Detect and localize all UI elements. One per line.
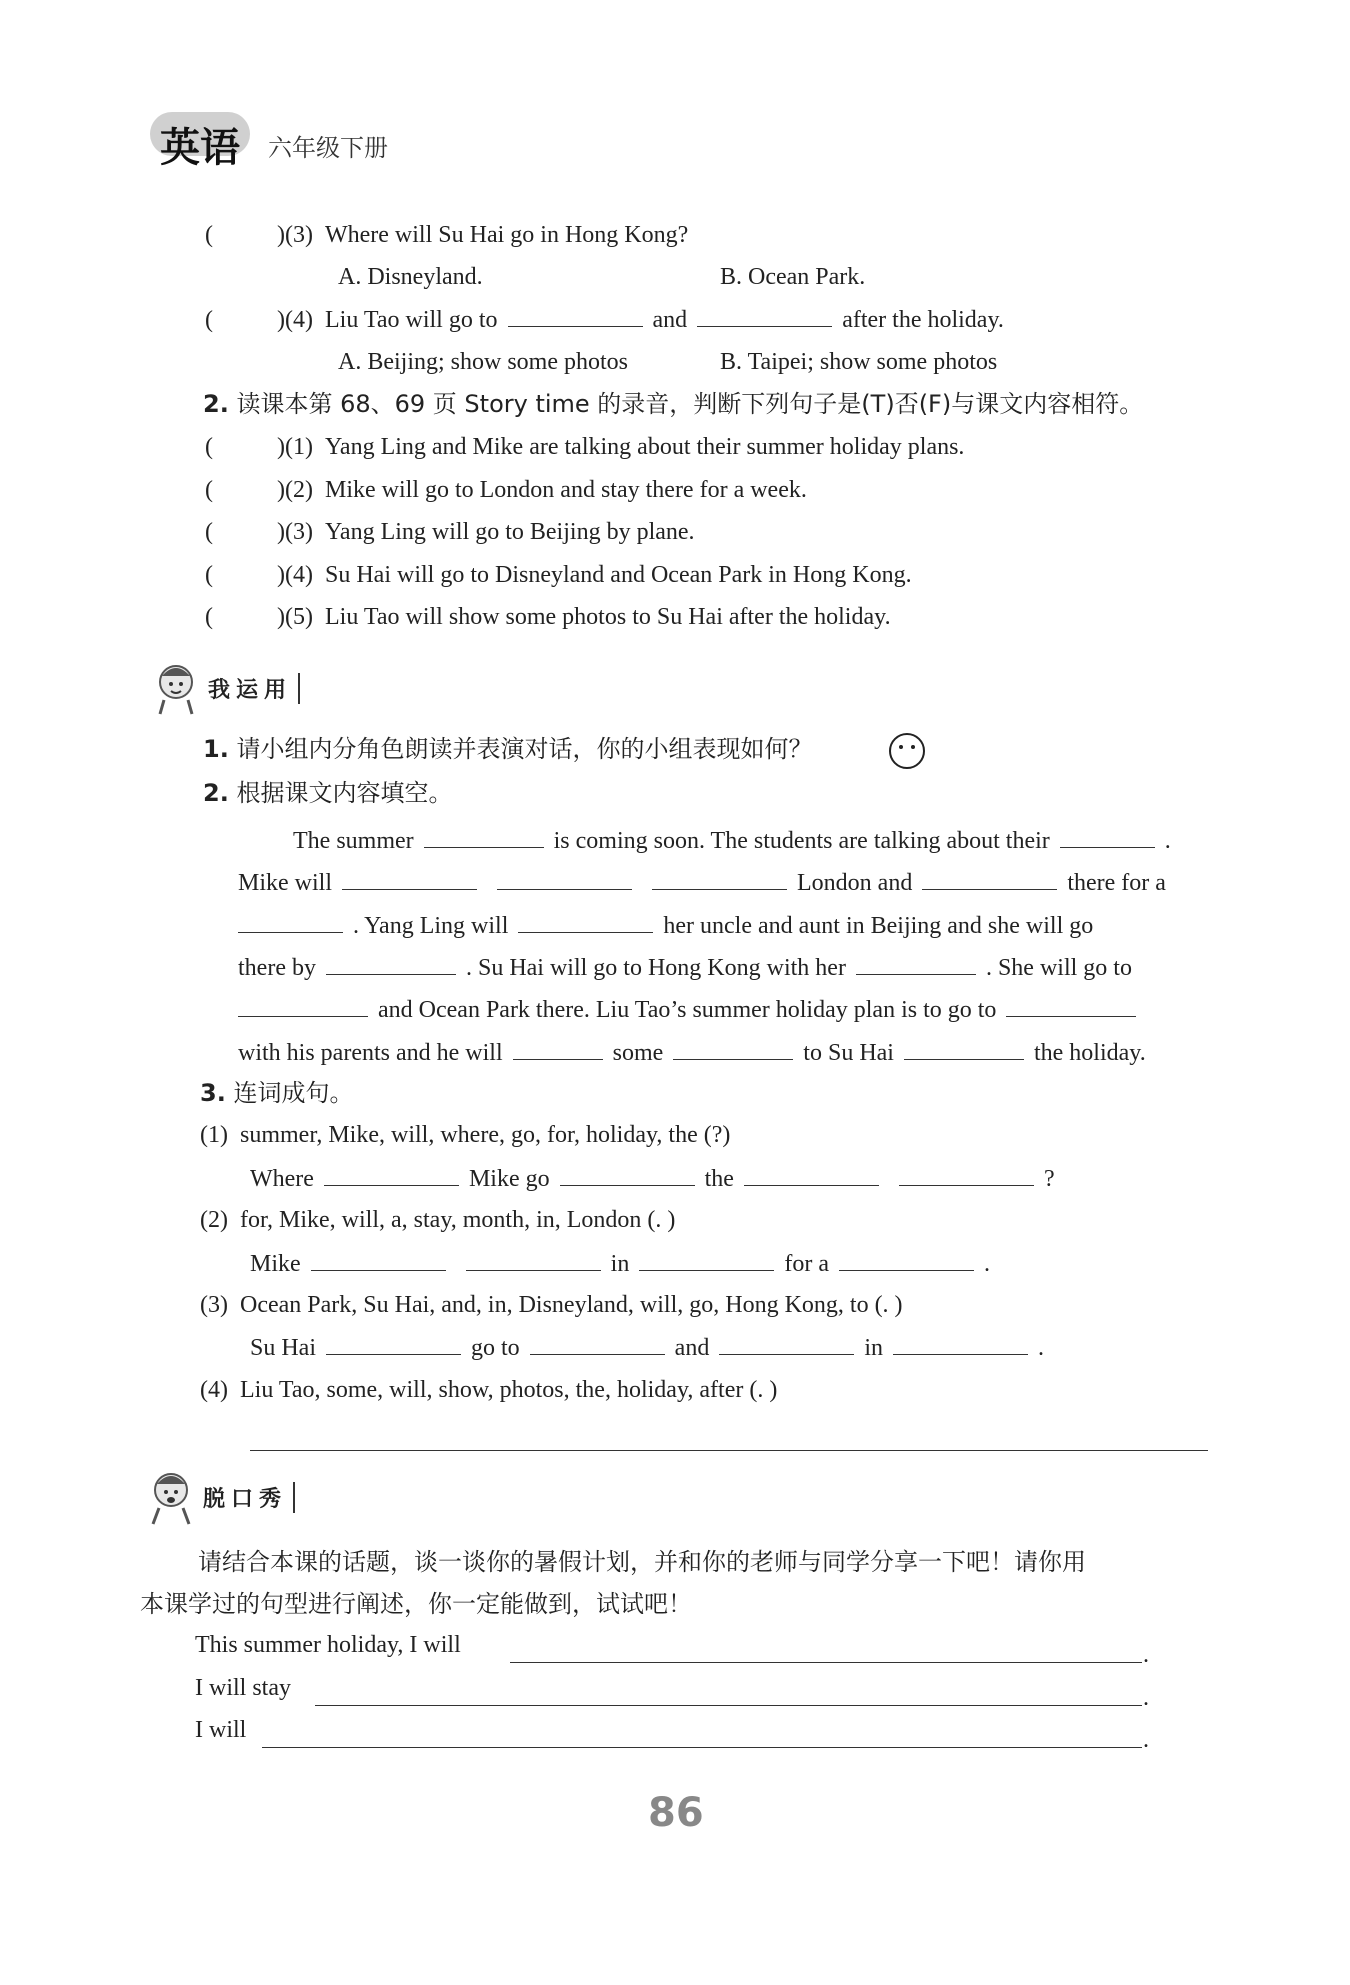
blank[interactable]	[497, 867, 632, 890]
blank[interactable]	[1060, 825, 1155, 848]
use3-s2-words: (2) for, Mike, will, a, stay, month, in, London (. )	[200, 1207, 676, 1233]
q1-item3-optA: A. Disneyland.	[338, 264, 483, 290]
q1-item4-optB: B. Taipei; show some photos	[720, 349, 998, 375]
blank[interactable]	[324, 1163, 459, 1186]
blank[interactable]	[326, 1332, 461, 1355]
q2-item: ( )(1) Yang Ling and Mike are talking about their summer holiday plans.	[205, 434, 965, 460]
answer-line[interactable]	[315, 1705, 1142, 1706]
mascot-icon	[145, 1468, 195, 1526]
q2-item: ( )(5) Liu Tao will show some photos to Su Hai after the holiday.	[205, 604, 891, 630]
blank[interactable]	[508, 304, 643, 327]
use2-line3: . Yang Ling will her uncle and aunt in Beijing and she will go	[238, 910, 1093, 941]
q2-item: ( )(4) Su Hai will go to Disneyland and Ocean Park in Hong Kong.	[205, 562, 912, 588]
answer-line[interactable]	[510, 1662, 1142, 1663]
use3-heading: 3. 连词成句。	[200, 1079, 354, 1107]
blank[interactable]	[639, 1248, 774, 1271]
period: .	[1143, 1685, 1149, 1711]
q2-heading: 2. 读课本第 68、69 页 Story time 的录音，判断下列句子是(T)否(F)与课文内容相符。	[203, 390, 1144, 418]
mascot-icon	[150, 660, 200, 716]
header-subject: 英语	[160, 125, 240, 171]
q1-item4-line: ( )(4) Liu Tao will go to and after the holiday.	[205, 304, 1004, 335]
blank[interactable]	[560, 1163, 695, 1186]
talk-instruction-2: 本课学过的句型进行阐述，你一定能做到，试试吧！	[140, 1590, 692, 1618]
answer-line[interactable]	[262, 1747, 1142, 1748]
period: .	[1143, 1727, 1149, 1753]
use2-line6: with his parents and he will some to Su Hai the holiday.	[238, 1037, 1146, 1068]
q1-item3-optB: B. Ocean Park.	[720, 264, 866, 290]
q2-item: ( )(2) Mike will go to London and stay there for a week.	[205, 477, 807, 503]
use3-s1-words: (1) summer, Mike, will, where, go, for, holiday, the (?)	[200, 1122, 731, 1148]
page-number: 86	[648, 1790, 704, 1836]
blank[interactable]	[424, 825, 544, 848]
talk-prompt-1: This summer holiday, I will	[195, 1632, 461, 1658]
q1-item3-line: ( )(3) Where will Su Hai go in Hong Kong?	[205, 222, 689, 248]
use2-line5: and Ocean Park there. Liu Tao’s summer holiday plan is to go to	[238, 994, 1146, 1025]
blank[interactable]	[839, 1248, 974, 1271]
use2-line2: Mike will London and there for a	[238, 867, 1166, 898]
talk-instruction-1: 请结合本课的话题，谈一谈你的暑假计划，并和你的老师与同学分享一下吧！请你用	[198, 1548, 1086, 1576]
use2-line1: The summer is coming soon. The students are talking about their .	[293, 825, 1171, 856]
blank[interactable]	[513, 1037, 603, 1060]
q1-item4-optA: A. Beijing; show some photos	[338, 349, 629, 375]
use3-s4-words: (4) Liu Tao, some, will, show, photos, the, holiday, after (. )	[200, 1377, 778, 1403]
blank[interactable]	[922, 867, 1057, 890]
blank[interactable]	[893, 1332, 1028, 1355]
blank[interactable]	[342, 867, 477, 890]
q1-item3-text: Where will Su Hai go in Hong Kong?	[324, 222, 689, 248]
face-icon	[888, 732, 926, 770]
q2-item: ( )(3) Yang Ling will go to Beijing by plane.	[205, 519, 695, 545]
blank[interactable]	[652, 867, 787, 890]
talk-prompt-3: I will	[195, 1717, 247, 1743]
blank[interactable]	[518, 910, 653, 933]
blank[interactable]	[904, 1037, 1024, 1060]
use3-s1-answer: Where Mike go the ?	[250, 1163, 1055, 1194]
answer-line[interactable]	[250, 1450, 1208, 1451]
blank[interactable]	[326, 952, 456, 975]
use2-heading: 2. 根据课文内容填空。	[203, 779, 453, 807]
blank[interactable]	[466, 1248, 601, 1271]
blank[interactable]	[744, 1163, 879, 1186]
talk-prompt-2: I will stay	[195, 1675, 291, 1701]
use1-line: 1. 请小组内分角色朗读并表演对话，你的小组表现如何？	[203, 735, 813, 763]
section-talk-title: 脱口秀	[203, 1482, 295, 1513]
period: .	[1143, 1642, 1149, 1668]
use3-s2-answer: Mike in for a .	[250, 1248, 990, 1279]
section-talk	[145, 1468, 295, 1526]
blank[interactable]	[673, 1037, 793, 1060]
blank[interactable]	[1006, 994, 1136, 1017]
blank[interactable]	[856, 952, 976, 975]
blank[interactable]	[697, 304, 832, 327]
header-grade: 六年级下册	[268, 134, 388, 162]
blank[interactable]	[719, 1332, 854, 1355]
use3-s3-answer: Su Hai go to and in .	[250, 1332, 1044, 1363]
blank[interactable]	[899, 1163, 1034, 1186]
blank[interactable]	[238, 910, 343, 933]
blank[interactable]	[530, 1332, 665, 1355]
blank[interactable]	[238, 994, 368, 1017]
blank[interactable]	[311, 1248, 446, 1271]
section-use	[150, 660, 300, 716]
section-use-title: 我运用	[208, 673, 300, 704]
use2-line4: there by . Su Hai will go to Hong Kong with her . She will go to	[238, 952, 1132, 983]
use3-s3-words: (3) Ocean Park, Su Hai, and, in, Disneyland, will, go, Hong Kong, to (. )	[200, 1292, 903, 1318]
